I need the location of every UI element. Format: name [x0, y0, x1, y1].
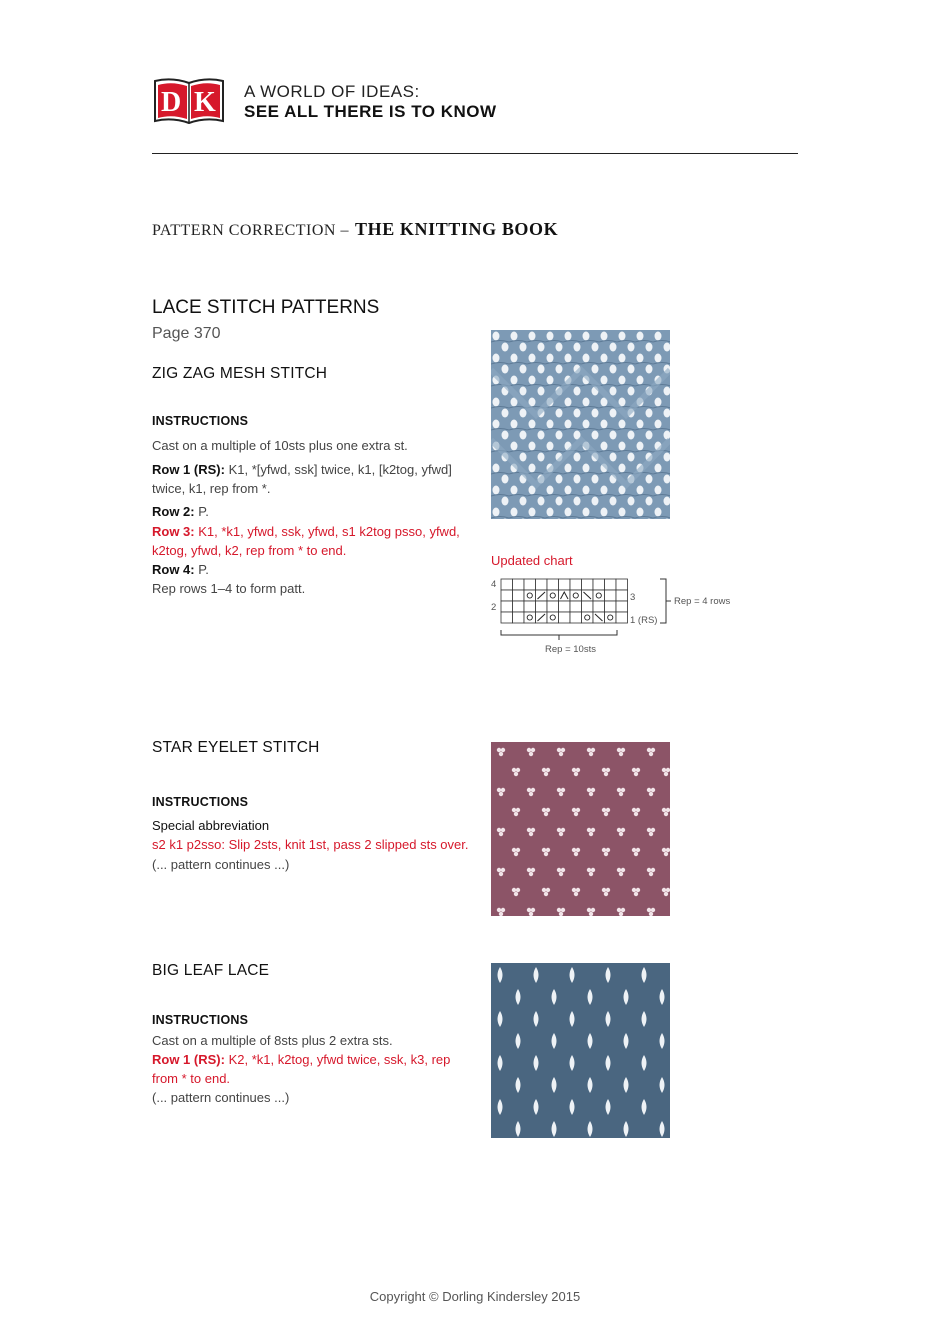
svg-text:D: D	[161, 87, 182, 118]
row4-label: Row 4:	[152, 562, 195, 577]
zigzag-row2	[152, 502, 462, 521]
chart-cell	[616, 579, 628, 590]
chart-cell	[582, 601, 594, 612]
correction-label: PATTERN CORRECTION –	[152, 222, 349, 239]
row1-text: K1, *[yfwd, ssk] twice, k1, [k2tog, yfwd] twice, k1, rep from *.	[152, 462, 452, 496]
chart-cell	[605, 579, 617, 590]
zigzag-instructions	[152, 436, 462, 598]
star-special-heading: Special abbreviation	[152, 818, 270, 833]
section-title: LACE STITCH PATTERNS	[152, 297, 380, 318]
row3-label: Row 3:	[152, 524, 195, 539]
page-reference: Page 370	[152, 325, 221, 342]
chart-right-label-1: 1 (RS)	[630, 615, 658, 626]
copyright-footer: Copyright © Dorling Kindersley 2015	[369, 1289, 581, 1304]
chart-caption: Updated chart	[491, 553, 573, 568]
chart-cell	[605, 612, 617, 623]
star-instructions	[152, 816, 472, 874]
chart-cell	[513, 601, 525, 612]
leaf-instructions	[152, 1031, 452, 1107]
chart-right-label-3: 3	[630, 592, 636, 603]
chart-cell	[547, 590, 559, 601]
chart-cell	[524, 601, 536, 612]
leaf-title: BIG LEAF LACE	[152, 962, 270, 979]
chart-cell	[501, 579, 513, 590]
dk-logo	[152, 75, 226, 127]
zigzag-swatch-image	[491, 330, 670, 519]
chart-cell	[536, 601, 548, 612]
row2-label: Row 2:	[152, 504, 195, 519]
star-special-text: s2 k1 p2sso: Slip 2sts, knit 1st, pass 2 slipped sts over.	[152, 837, 469, 852]
leaf-continues: (... pattern continues ...)	[152, 1090, 290, 1105]
chart-cell	[547, 579, 559, 590]
leaf-row1-text: K2, *k1, k2tog, yfwd twice, ssk, k3, rep from * to end.	[152, 1052, 451, 1086]
leaf-cast-on: Cast on a multiple of 8sts plus 2 extra sts.	[152, 1033, 393, 1048]
chart-left-label-4: 4	[491, 579, 497, 590]
chart-cell	[501, 612, 513, 623]
chart-cell	[582, 612, 594, 623]
chart-cell	[547, 612, 559, 623]
star-instructions-heading: INSTRUCTIONS	[152, 795, 249, 809]
chart-cell	[616, 601, 628, 612]
chart-cell	[547, 601, 559, 612]
row4-text: P.	[194, 562, 209, 577]
row-repeat-bracket	[660, 579, 671, 623]
chart-cell	[513, 579, 525, 590]
star-continues: (... pattern continues ...)	[152, 857, 290, 872]
chart-cell	[582, 579, 594, 590]
zigzag-row1	[152, 460, 462, 498]
chart-cell	[559, 612, 571, 623]
chart-cell	[570, 579, 582, 590]
star-swatch-image	[491, 742, 670, 916]
chart-cell	[570, 590, 582, 601]
chart-cell	[570, 612, 582, 623]
chart-cell	[501, 590, 513, 601]
svg-text:K: K	[194, 87, 216, 118]
row-repeat-label: Rep = 4 rows	[674, 596, 731, 607]
row1-label: Row 1 (RS):	[152, 462, 225, 477]
chart-cell	[593, 601, 605, 612]
leaf-instructions-heading: INSTRUCTIONS	[152, 1013, 249, 1027]
row3-text: K1, *k1, yfwd, ssk, yfwd, s1 k2tog psso, yfwd, k2tog, yfwd, k2, rep from * to end.	[152, 524, 460, 558]
zigzag-instructions-heading: INSTRUCTIONS	[152, 414, 249, 428]
zigzag-title: ZIG ZAG MESH STITCH	[152, 365, 328, 382]
leaf-swatch-image	[491, 963, 670, 1138]
chart-cell	[559, 579, 571, 590]
chart-cell	[524, 612, 536, 623]
tagline-line1: A WORLD OF IDEAS:	[244, 82, 420, 101]
chart-cell	[593, 590, 605, 601]
chart-cell	[570, 601, 582, 612]
row2-text: P.	[194, 504, 209, 519]
leaf-row1-correction	[152, 1050, 452, 1088]
chart-cell	[616, 612, 628, 623]
chart-cell	[605, 590, 617, 601]
tagline-line2: SEE ALL THERE IS TO KNOW	[244, 102, 497, 121]
star-title: STAR EYELET STITCH	[152, 739, 320, 756]
zigzag-row3-correction	[152, 522, 462, 560]
chart-cell	[605, 601, 617, 612]
chart-cell	[513, 612, 525, 623]
correction-heading	[152, 219, 558, 240]
chart-cell	[513, 590, 525, 601]
chart-cell	[536, 579, 548, 590]
updated-chart	[488, 574, 748, 658]
leaf-row1-label: Row 1 (RS):	[152, 1052, 225, 1067]
chart-cell	[524, 590, 536, 601]
chart-left-label-2: 2	[491, 602, 497, 613]
st-repeat-bracket	[501, 630, 617, 640]
chart-cell	[593, 579, 605, 590]
chart-cell	[616, 590, 628, 601]
chart-cell	[501, 601, 513, 612]
zigzag-repeat: Rep rows 1–4 to form patt.	[152, 581, 306, 596]
header-divider	[152, 153, 798, 154]
chart-cell	[524, 579, 536, 590]
book-title: THE KNITTING BOOK	[354, 219, 559, 239]
zigzag-row4	[152, 560, 462, 579]
zigzag-cast-on: Cast on a multiple of 10sts plus one extra st.	[152, 438, 408, 453]
st-repeat-label: Rep = 10sts	[545, 644, 596, 655]
chart-cell	[559, 601, 571, 612]
